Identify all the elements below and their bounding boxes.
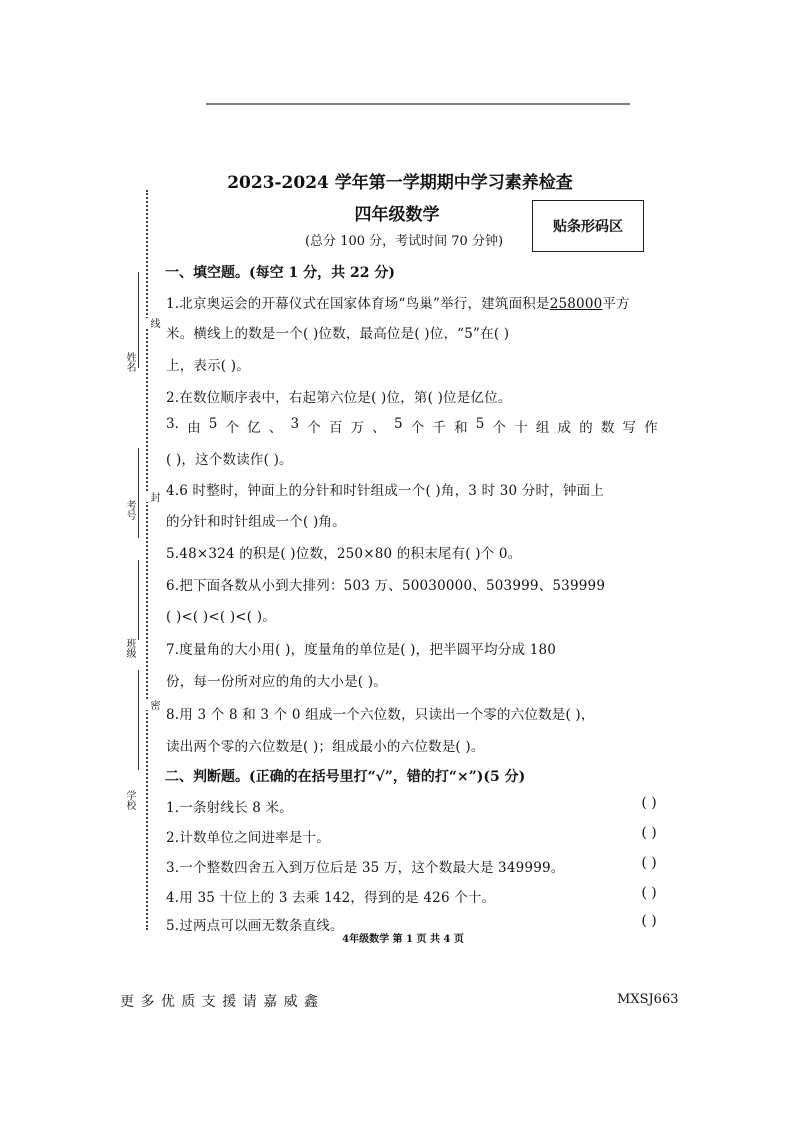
- q3-char: 和: [454, 420, 468, 436]
- section1-heading: 一、填空题。(每空 1 分，共 22 分): [165, 265, 395, 281]
- judge-item-2: 2.计数单位之间进率是十。: [166, 830, 330, 846]
- q3-char: 万: [350, 420, 365, 436]
- promo-text: 更 多 优 质 支 援 请 嘉 威 鑫: [120, 994, 320, 1010]
- judge-answer-paren-1: ( ): [641, 795, 657, 811]
- judge-answer-paren-5: ( ): [641, 913, 657, 929]
- judge-answer-paren-4: ( ): [641, 885, 657, 901]
- q3-char: 个: [492, 420, 507, 436]
- seal-mark-close: 密: [148, 700, 159, 710]
- q6-line2: ( )<( )<( )<( )。: [166, 609, 276, 625]
- q3-char: 5: [208, 416, 218, 432]
- q3-char: 组: [535, 420, 550, 436]
- binding-dotted-line: [146, 190, 148, 930]
- q3-char: 的: [579, 420, 593, 436]
- judge-answer-paren-3: ( ): [641, 855, 657, 871]
- q3-char: 亿: [247, 420, 261, 436]
- q3-char: 5: [475, 416, 485, 432]
- exam-number-label: 考号: [124, 500, 135, 520]
- q1-underlined-number: 258000: [549, 296, 603, 312]
- q3-char: 5: [393, 416, 403, 432]
- exam-title: 2023-2024 学年第一学期期中学习素养检查: [227, 173, 573, 193]
- q3-char: 3: [290, 416, 300, 432]
- q6-line1: 6.把下面各数从小到大排列：503 万、50030000、503999、539999: [166, 578, 606, 594]
- judge-item-4: 4.用 35 十位上的 3 去乘 142，得到的是 426 个十。: [166, 890, 496, 906]
- q3-line2: ( )，这个数读作( )。: [166, 452, 293, 468]
- q5: 5.48×324 的积是( )位数，250×80 的积末尾有( )个 0。: [166, 546, 522, 562]
- judge-answer-paren-2: ( ): [641, 825, 657, 841]
- q2: 2.在数位顺序表中，右起第六位是( )位，第( )位是亿位。: [166, 390, 512, 406]
- q8-line2: 读出两个零的六位数是( )；组成最小的六位数是( )。: [166, 739, 485, 755]
- q1-text-b: 平方: [602, 296, 630, 312]
- q8-line1: 8.用 3 个 8 和 3 个 0 组成一个六位数，只读出一个零的六位数是( )，: [166, 707, 595, 723]
- q3-char: 作: [644, 420, 658, 436]
- seal-mark-seal: 封: [148, 492, 159, 502]
- exam-number-underline: [138, 448, 139, 538]
- q7-line1: 7.度量角的大小用( )，度量角的单位是( )，把半圆平均分成 180: [166, 642, 557, 658]
- q1-line1: [166, 292, 630, 312]
- class-underline: [138, 560, 139, 640]
- q3-char: 写: [622, 420, 637, 436]
- q3-char: 百: [328, 420, 343, 436]
- q3-char: 千: [432, 420, 446, 436]
- seal-mark-line: 线: [148, 318, 159, 328]
- q3-char: 、: [372, 420, 386, 436]
- q3-char: 3.: [166, 416, 179, 432]
- document-code: MXSJ663: [617, 992, 679, 1007]
- q7-line2: 份，每一份所对应的角的大小是( )。: [166, 674, 387, 690]
- q3-char: 、: [268, 420, 283, 436]
- q3-line1: [166, 416, 658, 436]
- exam-note: (总分 100 分，考试时间 70 分钟): [304, 234, 504, 249]
- section2-heading: 二、判断题。(正确的在括号里打“√”，错的打“×”)(5 分): [165, 769, 526, 785]
- q1-text-a: 1.北京奥运会的开幕仪式在国家体育场“鸟巢”举行，建筑面积是: [166, 296, 550, 312]
- judge-item-1: 1.一条射线长 8 米。: [166, 800, 293, 816]
- q3-char: 个: [225, 420, 239, 436]
- school-label: 学校: [124, 790, 135, 810]
- q4-line1: 4.6 时整时，钟面上的分针和时针组成一个( )角，3 时 30 分时，钟面上: [166, 483, 605, 499]
- school-underline: [138, 670, 139, 770]
- q4-line2: 的分针和时针组成一个( )角。: [166, 514, 346, 530]
- exam-subtitle: 四年级数学: [354, 205, 440, 225]
- q3-char: 由: [187, 420, 201, 436]
- q3-char: 成: [557, 420, 572, 436]
- class-label: 班级: [124, 638, 135, 658]
- page-info: 4年级数学 第 1 页 共 4 页: [342, 934, 464, 945]
- q3-char: 十: [514, 420, 528, 436]
- q3-char: 个: [410, 420, 425, 436]
- q1-line2: 米。横线上的数是一个( )位数，最高位是( )位，“5”在( ): [166, 326, 510, 342]
- q3-char: 个: [307, 420, 321, 436]
- q3-char: 数: [600, 420, 615, 436]
- q1-line3: 上，表示( )。: [166, 358, 250, 374]
- judge-item-5: 5.过两点可以画无数条直线。: [166, 918, 344, 934]
- name-underline: [138, 272, 139, 368]
- barcode-area: 贴条形码区: [532, 200, 644, 252]
- top-rule: [206, 103, 630, 105]
- name-label: 姓名: [124, 352, 135, 372]
- judge-item-3: 3.一个整数四舍五入到万位后是 35 万，这个数最大是 349999。: [166, 860, 565, 876]
